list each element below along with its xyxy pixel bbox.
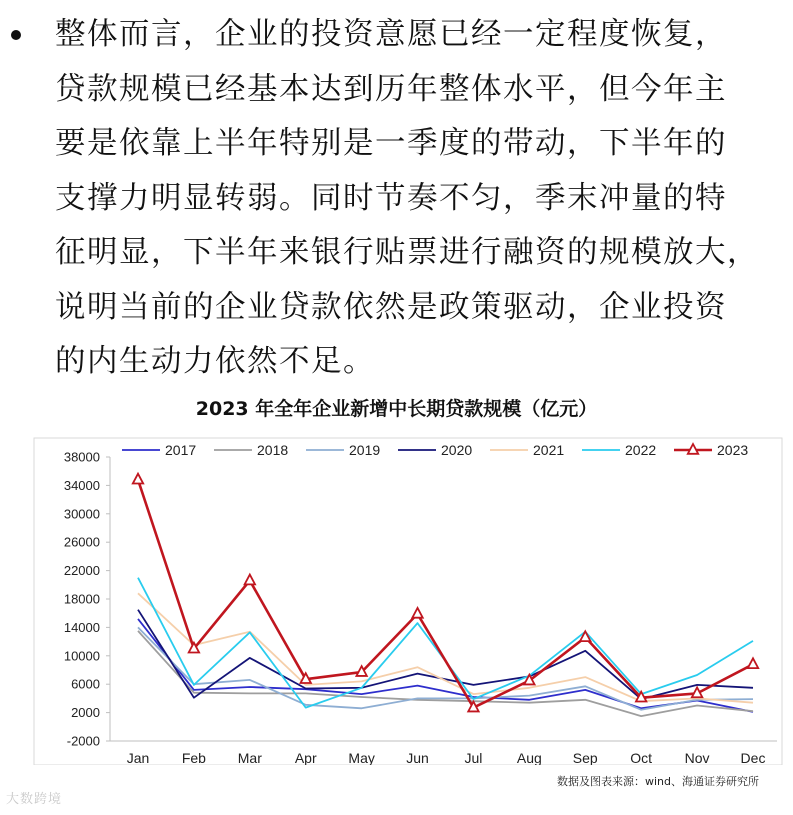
- y-tick-label: 38000: [63, 449, 100, 465]
- y-tick-label: 10000: [63, 648, 100, 664]
- chart: [0, 420, 793, 765]
- x-tick-label: Apr: [294, 750, 317, 765]
- x-tick-label: Feb: [181, 750, 206, 765]
- legend-label: 2018: [257, 442, 289, 458]
- y-tick-label: 34000: [63, 477, 100, 493]
- series-line-2021: [138, 593, 753, 702]
- data-point-2023: [748, 658, 758, 668]
- legend-label: 2021: [533, 442, 565, 458]
- series-line-2020: [138, 610, 753, 699]
- x-tick-label: Oct: [630, 750, 653, 765]
- paragraph-line: 贷款规模已经基本达到历年整体水平，但今年主: [55, 71, 727, 107]
- data-point-2023: [245, 575, 255, 585]
- x-tick-label: Jan: [126, 750, 150, 765]
- paragraph-line: 说明当前的企业贷款依然是政策驱动，企业投资: [55, 289, 727, 325]
- legend-label: 2017: [165, 442, 197, 458]
- x-tick-label: Dec: [740, 750, 766, 765]
- legend-label: 2020: [441, 442, 473, 458]
- paragraph: [55, 8, 780, 390]
- y-tick-label: 2000: [71, 705, 100, 721]
- x-tick-label: Aug: [516, 750, 542, 765]
- paragraph-line: 要是依靠上半年特别是一季度的带动，下半年的: [55, 126, 727, 161]
- legend-label: 2022: [625, 442, 657, 458]
- paragraph-line: 支撑力明显转弱。同时节奏不匀，季末冲量的特: [55, 180, 727, 216]
- y-tick-label: 14000: [63, 619, 100, 635]
- source-note: 数据及图表来源：wind、海通证券研究所: [556, 775, 759, 788]
- data-point-2023: [412, 608, 422, 618]
- x-tick-label: Jul: [464, 750, 483, 765]
- y-tick-label: 26000: [63, 534, 100, 550]
- paragraph-line: 整体而言，企业的投资意愿已经一定程度恢复，: [55, 17, 727, 52]
- chart-title: 2023 年全年企业新增中长期贷款规模（亿元）: [195, 398, 598, 420]
- paragraph-line: 的内生动力依然不足。: [55, 344, 375, 379]
- series-line-2018: [138, 631, 753, 716]
- x-tick-label: Jun: [406, 750, 429, 765]
- legend-label: 2023: [717, 442, 749, 458]
- y-tick-label: 22000: [63, 563, 100, 579]
- y-tick-label: 18000: [63, 591, 100, 607]
- x-tick-label: Sep: [572, 750, 598, 765]
- y-tick-label: 30000: [63, 506, 100, 522]
- x-tick-label: Nov: [684, 750, 710, 765]
- series-line-2023: [138, 480, 753, 708]
- x-tick-label: May: [348, 750, 375, 765]
- paragraph-line: 征明显，下半年来银行贴票进行融资的规模放大，: [55, 235, 759, 270]
- bullet-point-icon: [11, 30, 21, 40]
- y-tick-label: -2000: [66, 733, 100, 749]
- x-tick-label: Mar: [237, 750, 262, 765]
- data-point-2023: [133, 474, 143, 484]
- watermark: 大数跨境: [6, 792, 63, 807]
- legend-label: 2019: [349, 442, 381, 458]
- y-tick-label: 6000: [71, 676, 100, 692]
